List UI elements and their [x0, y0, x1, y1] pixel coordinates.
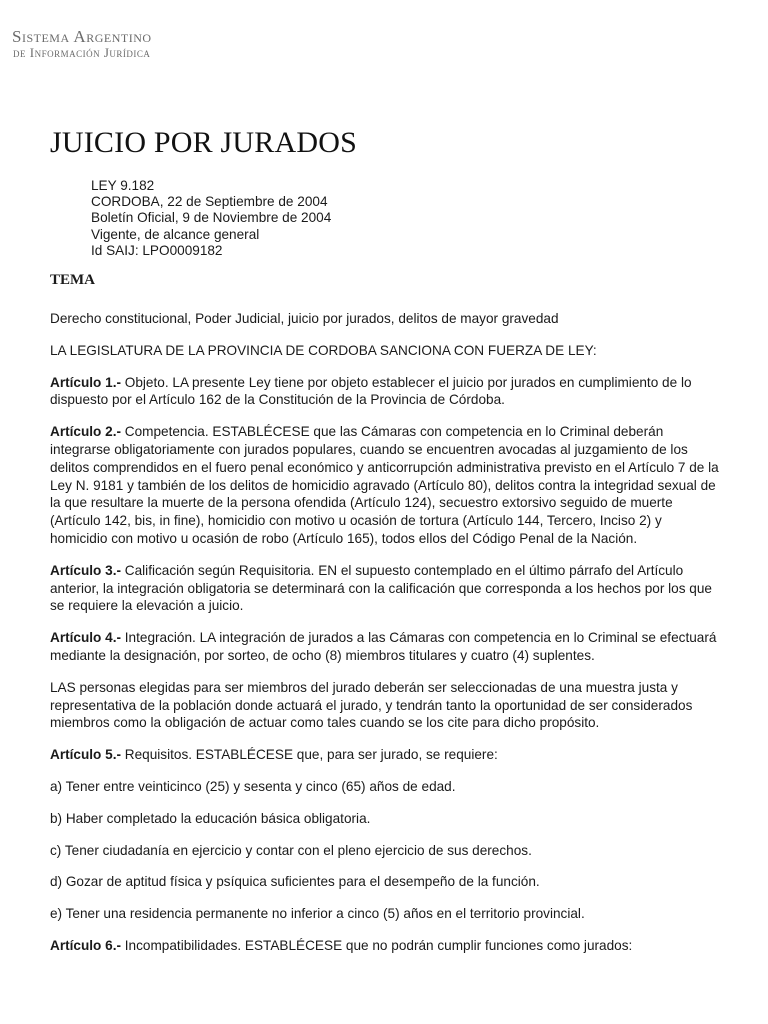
requisito-e: e) Tener una residencia permanente no inferior a cinco (5) años en el territorio provincial. [50, 906, 585, 922]
article-text: Incompatibilidades. ESTABLÉCESE que no podrán cumplir funciones como jurados: [121, 937, 633, 953]
document-body [50, 310, 720, 969]
article-text: Integración. LA integración de jurados a las Cámaras con competencia en lo Criminal se efectuará mediante la designación, por sorteo, de ocho (8) miembros titulares y cuatro (4) suplentes. [50, 630, 717, 663]
law-bulletin: Boletín Oficial, 9 de Noviembre de 2004 [91, 210, 332, 226]
law-place-date: CORDOBA, 22 de Septiembre de 2004 [91, 194, 328, 210]
article-text: Calificación según Requisitoria. EN el supuesto contemplado en el último párrafo del Artículo anterior, la integración obligatoria se determinará con la calificación que corresponda a los hechos por los que se requiere la elevación a juicio. [50, 562, 712, 614]
article-label: Artículo 6.- [50, 937, 121, 953]
article-text: Objeto. LA presente Ley tiene por objeto establecer el juicio por jurados en cumplimiento de lo dispuesto por el Artículo 162 de la Constitución de la Provincia de Córdoba. [50, 374, 692, 408]
article-1 [50, 374, 720, 410]
article-text: Requisitos. ESTABLÉCESE que, para ser jurado, se requiere: [121, 747, 498, 763]
article-label: Artículo 5.- [50, 747, 121, 763]
saij-logo [12, 28, 152, 59]
article-text: Competencia. ESTABLÉCESE que las Cámaras con competencia en lo Criminal deberán integrarse obligatoriamente con jurados populares, cuando se encuentren avocadas al juzgamiento de los delitos comprendidos en el fuero penal económico y anticorrupción administrativa previsto en el Artículo 7 de la Ley N. 9181 y también de los delitos de homicidio agravado (Artículo 80), delitos contra la integridad sexual de la que resultare la muerte de la persona ofendida (Artículo 124), secuestro extorsivo seguido de muerte (Artículo 142, bis, in fine), homicidio con motivo u ocasión de tortura (Artículo 144, Tercero, Inciso 2) y homicidio con motivo u ocasión de robo (Artículo 165), todos ellos del Código Penal de la Nación. [50, 424, 719, 546]
tema-text: Derecho constitucional, Poder Judicial, juicio por jurados, delitos de mayor gravedad [50, 311, 559, 326]
article-6 [50, 937, 720, 955]
article-3 [50, 562, 720, 615]
article-2 [50, 423, 720, 548]
requisito-b: b) Haber completado la educación básica obligatoria. [50, 810, 371, 826]
tema-heading: TEMA [50, 272, 95, 288]
document-title: JUICIO POR JURADOS [50, 126, 357, 159]
article-label: Artículo 1.- [50, 374, 121, 390]
personas-paragraph: LAS personas elegidas para ser miembros del jurado deberán ser seleccionadas de una muestra justa y representativa de la población donde actuará el jurado, y tendrán tanto la oportunidad de ser considerados miembros como la obligación de actuar como tales cuando se los cite para dicho propósito. [50, 679, 693, 731]
requisito-a: a) Tener entre veinticinco (25) y sesenta y cinco (65) años de edad. [50, 778, 456, 794]
law-saij-id: Id SAIJ: LPO0009182 [91, 242, 223, 258]
article-label: Artículo 2.- [50, 424, 121, 440]
article-label: Artículo 4.- [50, 630, 121, 646]
law-metadata [91, 178, 331, 259]
logo-line-2: de Información Jurídica [13, 44, 151, 60]
article-5 [50, 746, 720, 764]
requisito-c: c) Tener ciudadanía en ejercicio y contar con el pleno ejercicio de sus derechos. [50, 842, 532, 858]
article-4 [50, 629, 720, 665]
law-number: LEY 9.182 [91, 178, 155, 193]
article-label: Artículo 3.- [50, 562, 121, 578]
law-validity: Vigente, de alcance general [91, 226, 260, 242]
sanciona-text: LA LEGISLATURA DE LA PROVINCIA DE CORDOBA SANCIONA CON FUERZA DE LEY: [50, 342, 597, 358]
logo-line-1: Sistema Argentino [12, 27, 152, 46]
requisito-d: d) Gozar de aptitud física y psíquica suficientes para el desempeño de la función. [50, 874, 540, 890]
